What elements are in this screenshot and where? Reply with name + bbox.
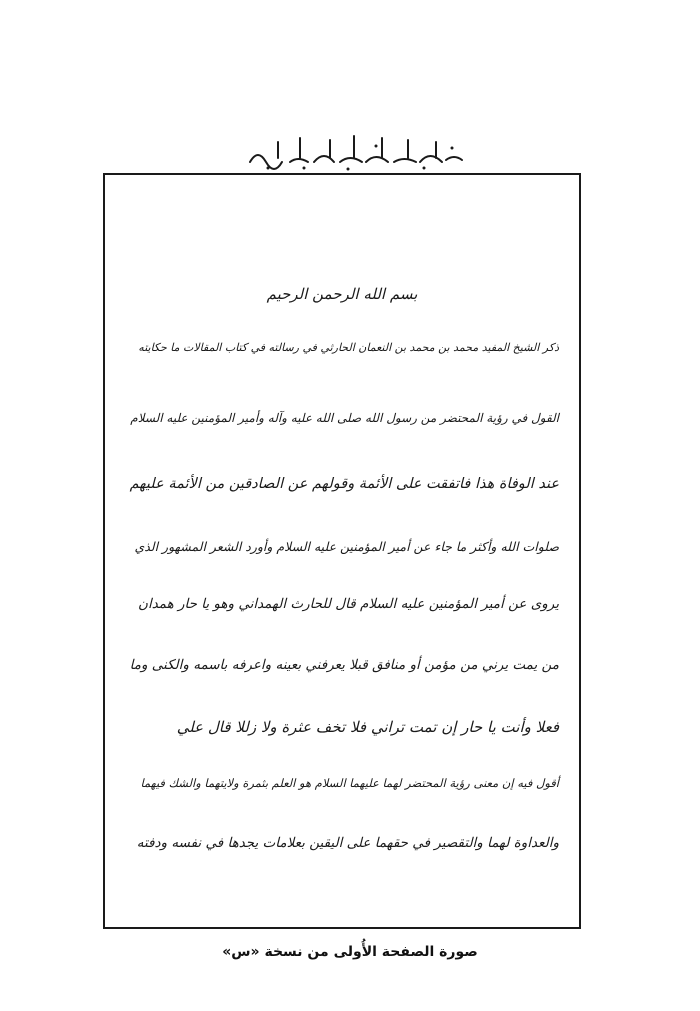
- manuscript-line-8: أقول فيه إن معنى رؤية المحتضر لهما عليهما السلام هو العلم بثمرة ولايتهما والشك فيهما: [140, 776, 559, 790]
- manuscript-line-1: ذكر الشيخ المفيد محمد بن محمد بن النعمان الحارثي في رسالته في كتاب المقالات ما حكايته: [138, 341, 559, 354]
- manuscript-line-9: والعداوة لهما والتقصير في حقهما على اليقين بعلامات يجدها في نفسه ودفته: [136, 835, 559, 851]
- manuscript-line-2: القول في رؤية المحتضر من رسول الله صلى الله عليه وآله وأمير المؤمنين عليه السلام: [130, 411, 559, 425]
- figure-caption: صورة الصفحة الأُولى من نسخة «س»: [222, 944, 478, 960]
- manuscript-basmala: بسم الله الرحمن الرحيم: [266, 285, 418, 303]
- manuscript-line-5: يروى عن أمير المؤمنين عليه السلام قال للحارث الهمداني وهو يا حار همدان: [138, 596, 559, 612]
- manuscript-line-7: فعلا وأنت يا حار إن تمت تراني فلا تخف عثرة ولا زللا قال علي: [176, 718, 559, 736]
- manuscript-line-3: عند الوفاة هذا فاتفقت على الأئمة وقولهم عن الصادقين من الأئمة عليهم: [129, 476, 559, 492]
- manuscript-line-6: من يمت يرني من مؤمن أو منافق قبلا يعرفني بعينه واعرفه باسمه والكنى وما: [129, 657, 559, 673]
- manuscript-page: [103, 173, 581, 929]
- manuscript-line-4: صلوات الله وأكثر ما جاء عن أمير المؤمنين عليه السلام وأورد الشعر المشهور الذي: [134, 539, 559, 554]
